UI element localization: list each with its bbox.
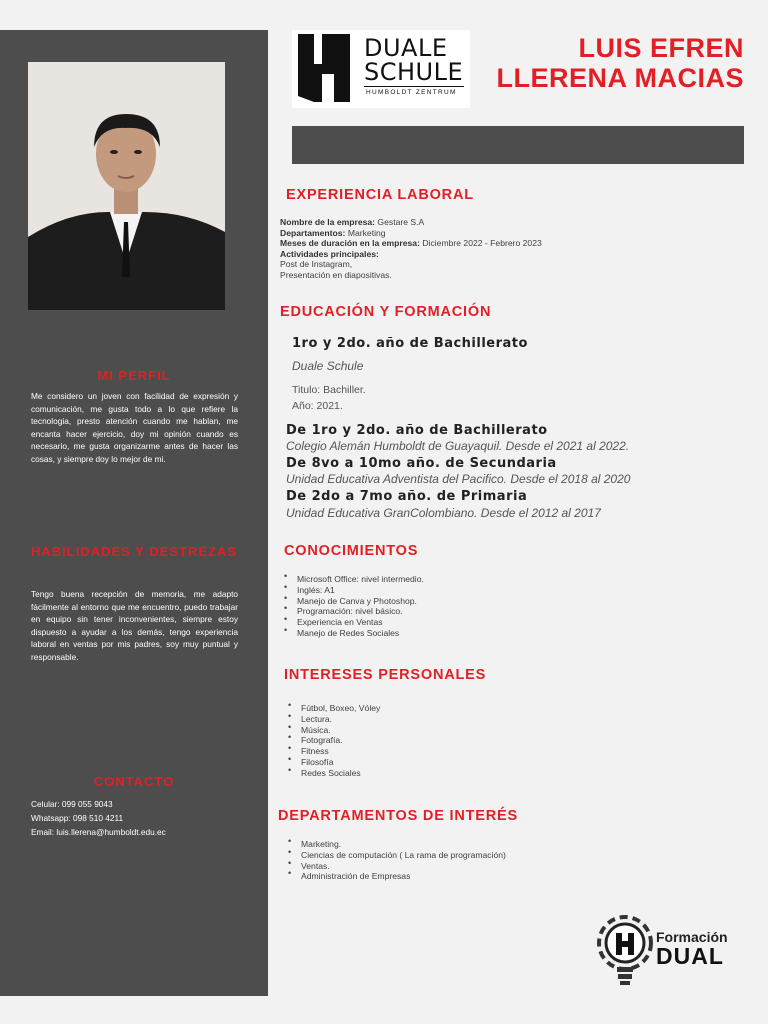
list-item: • Manejo de Canva y Photoshop. xyxy=(284,596,424,607)
edu-3-school: Unidad Educativa Adventista del Pacifico. Desde el 2018 al 2020 xyxy=(286,472,631,486)
list-item: • Ventas. xyxy=(288,861,506,872)
meses-value: Diciembre 2022 - Febrero 2023 xyxy=(419,238,542,248)
list-item: • Programación: nivel básico. xyxy=(284,606,424,617)
list-item: • Fitness xyxy=(288,746,380,757)
edu-4-school: Unidad Educativa GranColombiano. Desde el 2012 al 2017 xyxy=(286,506,601,520)
perfil-text: Me considero un joven con facilidad de expresión y comunicación, me gusta todo a lo que refiere la tecnologia, presto atención cuando me hablan, me encanta hacer ejercicio, doy mi opinión cuando es necesario, me gusta organizarme antes de hacer las cosas, y siempre doy lo mejor de mi. xyxy=(31,391,238,464)
intereses-title: INTERESES PERSONALES xyxy=(284,667,487,683)
dept-value: Marketing xyxy=(345,227,386,238)
edu-1-title: 1ro y 2do. año de Bachillerato xyxy=(292,336,528,351)
edu-1-titulo: Titulo: Bachiller. xyxy=(292,384,366,396)
habilidades-text: Tengo buena recepción de memoria, me adapto fácilmente al entorno que me encuentro, puedo trabajar en equipo sin tener inconvenientes, siempre estoy dispuesto a ayudar a los demás, tengo experiencia laboral en ventas por mis padres, soy muy puntual y responsable. xyxy=(31,589,238,662)
educacion-title: EDUCACIÓN Y FORMACIÓN xyxy=(280,304,492,320)
departamentos-title: DEPARTAMENTOS DE INTERÉS xyxy=(278,808,518,824)
profile-photo xyxy=(28,62,225,310)
contacto-title: CONTACTO xyxy=(93,774,175,789)
list-item: • Administración de Empresas xyxy=(288,871,506,882)
formacion-dual-logo xyxy=(590,905,740,995)
edu-4-title: De 2do a 7mo año. de Primaria xyxy=(286,489,528,504)
header-bar xyxy=(292,126,744,164)
logo-sub: HUMBOLDT ZENTRUM xyxy=(366,89,457,96)
act-2: Presentación en diapositivas. xyxy=(280,269,392,280)
list-item: • Inglés: A1 xyxy=(284,585,424,596)
name-line-1: LUIS EFREN xyxy=(578,33,744,63)
person-name xyxy=(497,33,745,93)
list-item: • Fotografía. xyxy=(288,735,380,746)
experiencia-block xyxy=(280,217,720,280)
list-item: • Experiencia en Ventas xyxy=(284,617,424,628)
conocimientos-title: CONOCIMIENTOS xyxy=(284,543,419,559)
contact-email[interactable]: Email: luis.llerena@humboldt.edu.ec xyxy=(31,827,166,837)
dept-label: Departamentos: xyxy=(280,227,346,238)
perfil-title: MI PERFIL xyxy=(97,368,171,383)
edu-1-school: Duale Schule xyxy=(292,359,364,373)
edu-2-school: Colegio Alemán Humboldt de Guayaquil. Desde el 2021 al 2022. xyxy=(286,439,630,453)
list-item: • Filosofía xyxy=(288,757,380,768)
edu-2-title: De 1ro y 2do. año de Bachillerato xyxy=(286,423,548,438)
contact-phone: Celular: 099 055 9043 xyxy=(31,799,113,809)
experiencia-title: EXPERIENCIA LABORAL xyxy=(286,187,474,203)
list-item: • Manejo de Redes Sociales xyxy=(284,628,424,639)
conocimientos-list xyxy=(284,574,424,639)
list-item: • Ciencias de computación ( La rama de programación) xyxy=(288,850,506,861)
contact-whatsapp: Whatsapp: 098 510 4211 xyxy=(31,813,124,823)
list-item: • Fútbol, Boxeo, Vóley xyxy=(288,703,380,714)
dual-text: DUAL xyxy=(656,943,724,969)
act-label: Actividades principales: xyxy=(280,248,379,259)
list-item: • Lectura. xyxy=(288,714,380,725)
list-item: • Microsoft Office: nivel intermedio. xyxy=(284,574,424,585)
logo-word-duale: DUALE xyxy=(364,34,448,62)
list-item: • Redes Sociales xyxy=(288,768,380,779)
habilidades-title: HABILIDADES Y DESTREZAS xyxy=(31,544,237,559)
edu-3-title: De 8vo a 10mo año. de Secundaria xyxy=(286,456,557,471)
act-1: Post de Instagram, xyxy=(280,259,353,269)
duale-schule-logo xyxy=(292,30,470,108)
name-line-2: LLERENA MACIAS xyxy=(496,63,744,93)
logo-word-schule: SCHULE xyxy=(364,58,464,86)
lightbulb-gear-icon xyxy=(590,905,660,995)
empresa-value: Gestare S.A xyxy=(375,217,425,227)
list-item: • Marketing. xyxy=(288,839,506,850)
departamentos-list xyxy=(288,839,506,882)
edu-1-year: Año: 2021. xyxy=(292,400,343,412)
meses-label: Meses de duración en la empresa: xyxy=(280,238,420,248)
formacion-text: Formación xyxy=(656,929,728,945)
intereses-list xyxy=(288,703,380,779)
list-item: • Música. xyxy=(288,725,380,736)
empresa-label: Nombre de la empresa: xyxy=(280,217,376,227)
